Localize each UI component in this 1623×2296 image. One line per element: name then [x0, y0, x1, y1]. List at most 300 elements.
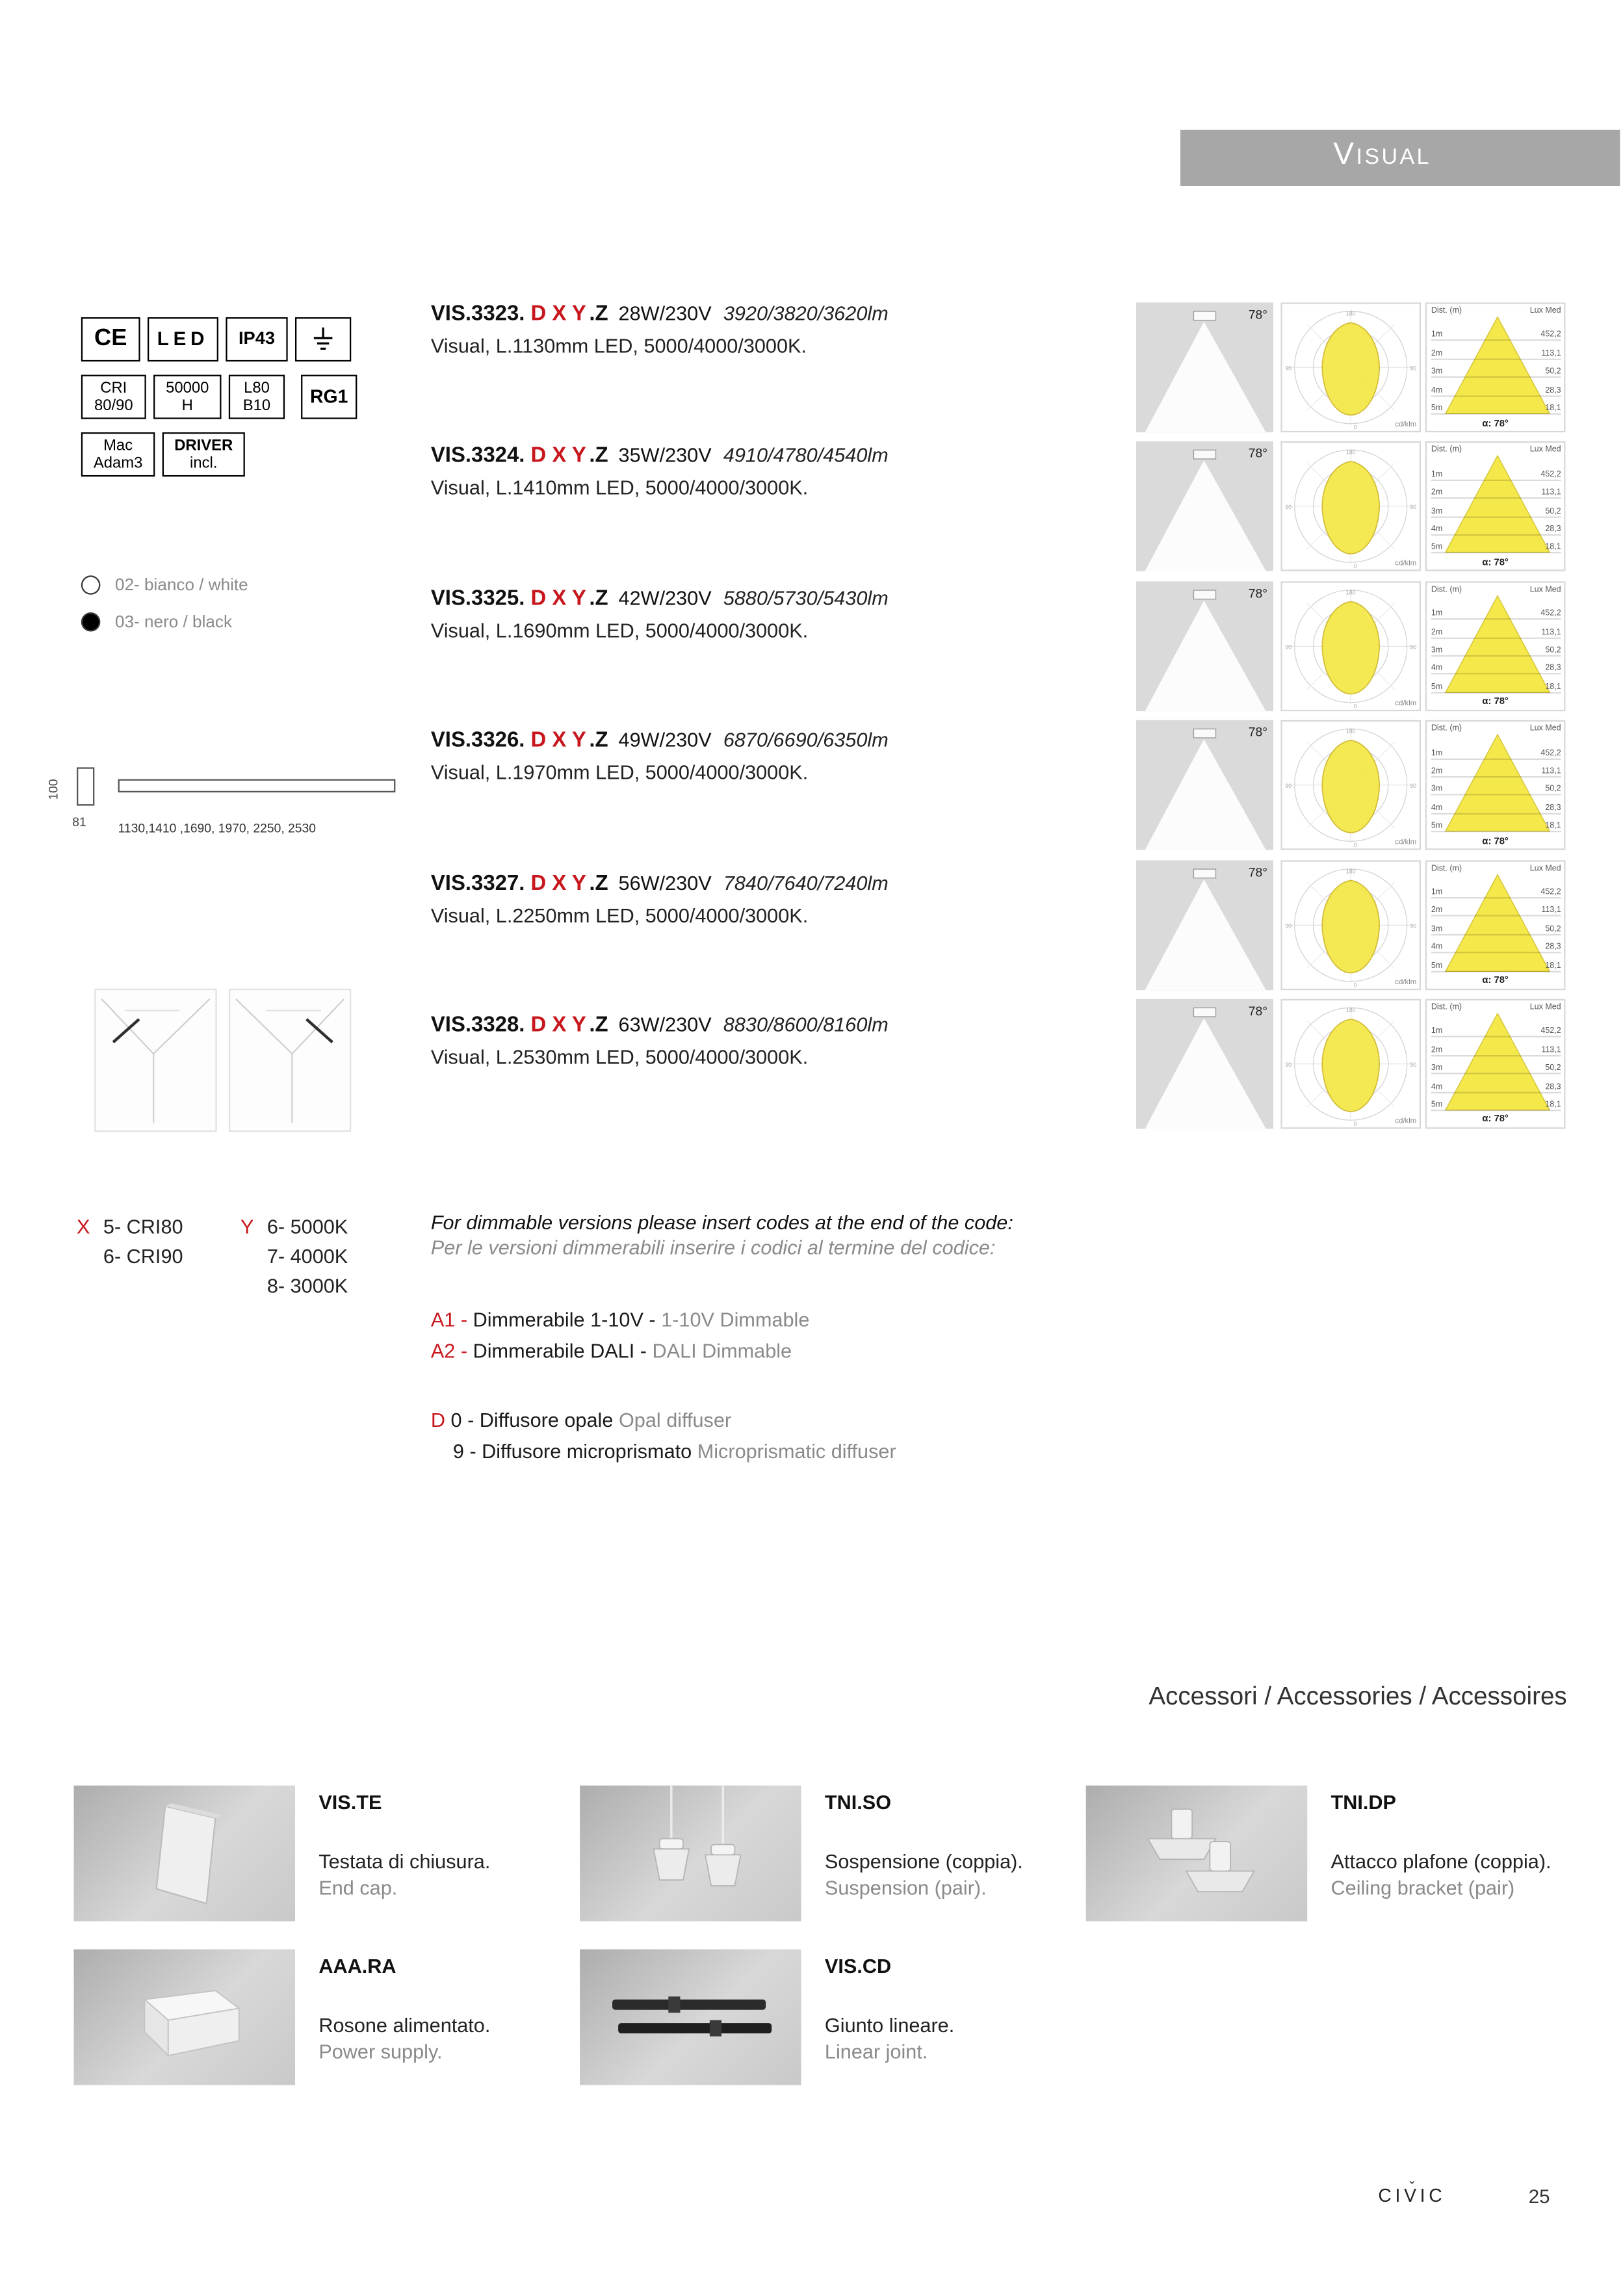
dimming-options: [431, 1305, 1154, 1366]
lux-row: [1431, 814, 1561, 832]
distance-label: 5m: [1431, 543, 1443, 553]
a2-code: A2 -: [430, 1340, 468, 1363]
lux-row: [1431, 620, 1561, 638]
a1-code: A1 -: [430, 1309, 468, 1331]
color-option-black: [81, 603, 248, 640]
distance-label: 1m: [1431, 749, 1443, 758]
lux-row: [1431, 1093, 1561, 1111]
distance-label: 2m: [1431, 628, 1443, 637]
diffuser-option-9: [431, 1436, 1154, 1467]
lux-column-header: Lux Med: [1529, 1003, 1561, 1013]
lux-value: 28,3: [1545, 943, 1561, 952]
product-lumen-output: 6870/6690/6350lm: [723, 729, 889, 751]
hours-bottom: H: [181, 397, 193, 415]
l80-badge: [229, 375, 285, 419]
polar-angle-label: 180: [1345, 310, 1356, 317]
alpha-angle-label: α: 78°: [1482, 418, 1509, 429]
distance-label: 2m: [1431, 906, 1443, 916]
lux-table-header: [1431, 725, 1561, 734]
accessory-image-tnidp: [1086, 1786, 1308, 1922]
distance-label: 3m: [1431, 506, 1443, 516]
product-title: [431, 729, 1124, 753]
product-lumen-output: 8830/8600/8160lm: [723, 1013, 889, 1036]
polar-curve-icon: [1282, 861, 1420, 988]
accessory-desc-en: Suspension (pair).: [824, 1877, 987, 1899]
unit-label: cd/klm: [1395, 1117, 1417, 1126]
badge-row-3: [81, 432, 357, 476]
product-description: Visual, L.1130mm LED, 5000/4000/3000K.: [430, 335, 807, 358]
ground-icon: [310, 323, 337, 356]
accessory-info: [825, 1786, 1083, 1922]
ground-symbol-badge: [295, 317, 351, 361]
distance-label: 3m: [1431, 924, 1443, 934]
lux-row: [1431, 517, 1561, 536]
lux-table: [1431, 741, 1561, 833]
lux-value: 452,2: [1540, 749, 1561, 758]
accessory-image-viste: [74, 1786, 296, 1922]
distance-label: 3m: [1431, 1063, 1443, 1073]
lux-row: [1431, 917, 1561, 935]
product-suffix: .Z: [589, 302, 608, 326]
diffuser-option-0: [431, 1405, 1154, 1436]
lux-value: 50,2: [1545, 785, 1561, 795]
l80-top: L80: [244, 379, 270, 397]
unit-label: cd/klm: [1395, 978, 1417, 987]
a1-en: 1-10V Dimmable: [661, 1309, 810, 1331]
polar-angle-label: 0: [1353, 842, 1357, 849]
beam-wedge-icon: [1136, 442, 1273, 572]
lux-value: 113,1: [1541, 628, 1561, 637]
accessory-info: [318, 1950, 577, 2085]
beam-angle-diagram: [1136, 442, 1273, 572]
y-code-item: 7- 4000K: [266, 1245, 348, 1268]
distance-label: 1m: [1431, 609, 1443, 619]
end-cap-photo-icon: [74, 1786, 296, 1922]
photometry-row: [1136, 302, 1567, 441]
product-entry: [431, 1013, 1124, 1156]
certification-badges: [81, 317, 357, 490]
alpha-angle-label: α: 78°: [1482, 1114, 1509, 1125]
lux-row: [1431, 1019, 1561, 1037]
diffuser-9-it: 9 - Diffusore microprismato: [452, 1440, 692, 1463]
accessory-desc-it: Rosone alimentato.: [318, 2014, 491, 2037]
x-code-items: [103, 1213, 183, 1272]
accessory-desc-it: Attacco plafone (coppia).: [1331, 1850, 1552, 1873]
product-variant-code: D X Y: [530, 1013, 586, 1037]
lux-row: [1431, 341, 1561, 359]
beam-wedge-icon: [1136, 859, 1273, 989]
product-suffix: .Z: [589, 1013, 608, 1037]
product-power: 42W/230V: [618, 586, 712, 610]
accessory-viste: [74, 1786, 580, 1922]
accessory-image-tniso: [580, 1786, 801, 1922]
led-badge: [148, 317, 218, 361]
code-legend-y: [240, 1213, 348, 1301]
product-lumen-output: 5880/5730/5430lm: [723, 586, 889, 610]
driver-badge: [162, 432, 245, 476]
polar-angle-label: 0: [1353, 1120, 1357, 1127]
distance-column-header: Dist. (m): [1431, 1003, 1462, 1013]
accessory-desc-en: End cap.: [318, 1877, 398, 1899]
lux-row: [1431, 935, 1561, 954]
accessories-grid: [74, 1786, 1597, 2113]
distance-label: 1m: [1431, 470, 1443, 480]
accessory-desc-en: Linear joint.: [824, 2041, 928, 2063]
distance-label: 5m: [1431, 822, 1443, 831]
lux-row: [1431, 796, 1561, 814]
product-title: [431, 1013, 1124, 1037]
lux-value: 18,1: [1545, 1101, 1561, 1110]
product-lumen-output: 7840/7640/7240lm: [723, 871, 889, 894]
lux-row: [1431, 954, 1561, 972]
product-description: Visual, L.1690mm LED, 5000/4000/3000K.: [430, 619, 809, 642]
polar-curve-icon: [1282, 443, 1420, 570]
accessory-code: VIS.TE: [318, 1791, 382, 1814]
dimming-note-it: Per le versioni dimmerabili inserire i codici al termine del codice:: [430, 1236, 996, 1259]
lux-table-header: [1431, 864, 1561, 873]
luminaire-length-bar: [118, 779, 396, 792]
product-code: VIS.3325.: [430, 586, 525, 611]
distance-label: 5m: [1431, 961, 1443, 971]
polar-curve-icon: [1282, 1000, 1420, 1127]
product-code: VIS.3328.: [430, 1013, 525, 1037]
product-variant-code: D X Y: [530, 586, 586, 611]
lux-row: [1431, 741, 1561, 759]
lux-row: [1431, 536, 1561, 554]
brand-name: CIVIC: [1378, 2185, 1446, 2206]
x-code-item: 6- CRI90: [103, 1245, 183, 1268]
polar-angle-label: 90: [1410, 922, 1417, 929]
lux-column-header: Lux Med: [1529, 446, 1561, 456]
distance-label: 5m: [1431, 404, 1443, 413]
product-code: VIS.3327.: [430, 871, 525, 895]
page-number: 25: [1528, 2185, 1550, 2208]
a1-it: Dimmerabile 1-10V -: [473, 1309, 656, 1331]
lux-column-header: Lux Med: [1529, 864, 1561, 873]
polar-angle-label: 0: [1353, 424, 1357, 431]
mac-top: Mac: [103, 436, 133, 455]
polar-angle-label: 180: [1345, 728, 1356, 735]
cone-diagram: [1425, 720, 1566, 850]
power-supply-photo-icon: [74, 1950, 296, 2085]
diffuser-0-en: Opal diffuser: [618, 1409, 732, 1431]
lux-row: [1431, 323, 1561, 341]
polar-angle-label: 90: [1410, 365, 1417, 372]
y-code-letter: Y: [240, 1216, 254, 1238]
beam-angle-label: 78°: [1248, 307, 1267, 322]
polar-curve-icon: [1282, 582, 1420, 709]
y-code-items: [267, 1213, 348, 1301]
lux-row: [1431, 1075, 1561, 1093]
accessories-title: Accessori / Accessories / Accessoires: [1149, 1682, 1567, 1710]
lux-row: [1431, 359, 1561, 378]
lux-table: [1431, 602, 1561, 694]
product-suffix: .Z: [589, 871, 608, 895]
product-power: 49W/230V: [618, 729, 712, 751]
cri-top: CRI: [100, 379, 127, 397]
lux-value: 50,2: [1545, 924, 1561, 934]
lux-table: [1431, 1019, 1561, 1111]
polar-diagram: [1280, 302, 1421, 432]
mac-bottom: Adam3: [93, 454, 143, 473]
lux-value: 28,3: [1545, 525, 1561, 534]
lux-column-header: Lux Med: [1529, 585, 1561, 595]
photometry-row: [1136, 581, 1567, 720]
ip-rating-badge: [226, 317, 287, 361]
unit-label: cd/klm: [1395, 838, 1417, 848]
distance-column-header: Dist. (m): [1431, 724, 1462, 734]
beam-angle-diagram: [1136, 720, 1273, 850]
cone-diagram: [1425, 859, 1566, 989]
photometry-row: [1136, 720, 1567, 859]
mounting-sketch-1: [94, 989, 216, 1132]
distance-label: 1m: [1431, 331, 1443, 340]
lux-table-header: [1431, 586, 1561, 595]
lux-value: 28,3: [1545, 1082, 1561, 1091]
product-lumen-output: 4910/4780/4540lm: [723, 445, 889, 467]
polar-diagram: [1280, 581, 1421, 711]
distance-label: 5m: [1431, 1101, 1443, 1110]
photometry-row: [1136, 999, 1567, 1138]
alpha-angle-label: α: 78°: [1482, 836, 1509, 847]
lux-row: [1431, 777, 1561, 796]
product-description: Visual, L.2250mm LED, 5000/4000/3000K.: [430, 904, 809, 926]
distance-label: 3m: [1431, 785, 1443, 795]
polar-angle-label: 0: [1353, 563, 1357, 570]
distance-column-header: Dist. (m): [1431, 585, 1462, 595]
white-color-swatch: [81, 575, 101, 595]
lux-value: 452,2: [1540, 331, 1561, 340]
lux-value: 50,2: [1545, 1063, 1561, 1073]
product-power: 63W/230V: [618, 1013, 712, 1036]
alpha-angle-label: α: 78°: [1482, 697, 1509, 707]
lux-value: 50,2: [1545, 646, 1561, 655]
lux-value: 18,1: [1545, 822, 1561, 831]
accessory-image-viscd: [580, 1950, 801, 2085]
ceiling-bracket-photo-icon: [1086, 1786, 1308, 1922]
lux-table: [1431, 323, 1561, 415]
lux-value: 452,2: [1540, 1027, 1561, 1037]
polar-angle-label: 90: [1285, 644, 1292, 651]
linear-joint-photo-icon: [580, 1950, 801, 2085]
polar-angle-label: 180: [1345, 449, 1356, 456]
lux-table-header: [1431, 1003, 1561, 1012]
suspension-photo-icon: [580, 1786, 801, 1922]
product-power: 56W/230V: [618, 871, 712, 894]
lux-row: [1431, 759, 1561, 777]
lux-row: [1431, 378, 1561, 397]
product-entry: [431, 872, 1124, 1014]
lux-row: [1431, 602, 1561, 620]
cri-badge: [81, 375, 146, 419]
beam-angle-diagram: [1136, 859, 1273, 989]
product-entry: [431, 445, 1124, 587]
brand-logo: [1365, 2175, 1459, 2206]
lifetime-badge: [153, 375, 221, 419]
lux-value: 18,1: [1545, 543, 1561, 553]
distance-label: 4m: [1431, 943, 1443, 952]
product-suffix: .Z: [589, 729, 608, 753]
diffuser-9-en: Microprismatic diffuser: [697, 1440, 896, 1463]
lux-row: [1431, 657, 1561, 675]
product-lumen-output: 3920/3820/3620lm: [723, 302, 889, 325]
polar-diagram: [1280, 720, 1421, 850]
distance-label: 2m: [1431, 767, 1443, 776]
lux-value: 18,1: [1545, 961, 1561, 971]
d-code-letter: D: [430, 1409, 445, 1431]
beam-angle-label: 78°: [1248, 864, 1267, 879]
mounting-drawing-icon: [230, 990, 350, 1130]
polar-angle-label: 90: [1285, 1062, 1292, 1069]
lux-value: 452,2: [1540, 470, 1561, 480]
product-suffix: .Z: [589, 586, 608, 611]
lux-row: [1431, 499, 1561, 517]
width-dimension: 81: [72, 815, 86, 829]
lux-column-header: Lux Med: [1529, 724, 1561, 734]
accessory-desc-it: Sospensione (coppia).: [824, 1850, 1023, 1873]
x-code-letter: X: [77, 1216, 90, 1238]
beam-angle-label: 78°: [1248, 585, 1267, 601]
accessory-code: VIS.CD: [824, 1955, 892, 1977]
dimming-section: [431, 1210, 1154, 1467]
unit-label: cd/klm: [1395, 420, 1417, 430]
product-entry: [431, 587, 1124, 729]
product-title: [431, 872, 1124, 895]
accessory-code: AAA.RA: [318, 1955, 396, 1977]
lux-row: [1431, 898, 1561, 917]
distance-label: 2m: [1431, 349, 1443, 359]
brand-mark-icon: ⌄: [1407, 2173, 1417, 2187]
black-color-swatch: [81, 612, 101, 632]
beam-angle-label: 78°: [1248, 1003, 1267, 1019]
lux-value: 113,1: [1541, 488, 1561, 498]
distance-label: 3m: [1431, 646, 1443, 655]
polar-angle-label: 90: [1285, 365, 1292, 372]
hours-top: 50000: [166, 379, 209, 397]
lux-value: 113,1: [1541, 349, 1561, 359]
lux-value: 452,2: [1540, 609, 1561, 619]
polar-angle-label: 0: [1353, 981, 1357, 988]
mounting-sketch-2: [229, 989, 351, 1132]
badge-row-1: [81, 317, 357, 361]
lux-value: 18,1: [1545, 404, 1561, 413]
lux-table-header: [1431, 307, 1561, 316]
product-suffix: .Z: [589, 445, 608, 469]
photometry-row: [1136, 859, 1567, 998]
x-code-item: 5- CRI80: [103, 1216, 183, 1238]
ce-mark-badge: [81, 317, 140, 361]
cone-diagram: [1425, 302, 1566, 432]
polar-angle-label: 90: [1410, 644, 1417, 651]
photometry-diagrams: [1136, 302, 1567, 1138]
white-color-label: 02- bianco / white: [115, 576, 248, 594]
product-variant-code: D X Y: [530, 445, 586, 469]
beam-wedge-icon: [1136, 999, 1273, 1129]
distance-label: 2m: [1431, 488, 1443, 498]
product-entry: [431, 729, 1124, 872]
beam-angle-label: 78°: [1248, 724, 1267, 740]
accessory-viscd: [580, 1950, 1086, 2085]
lux-table-header: [1431, 446, 1561, 455]
product-variant-code: D X Y: [530, 302, 586, 326]
distance-label: 4m: [1431, 803, 1443, 813]
page-title: Visual: [1333, 137, 1431, 172]
accessory-info: [825, 1950, 1083, 2085]
product-variant-code: D X Y: [530, 729, 586, 753]
y-code-item: 8- 3000K: [266, 1275, 348, 1298]
lux-table: [1431, 462, 1561, 554]
y-code-item: 6- 5000K: [266, 1216, 348, 1238]
accessory-info: [1331, 1786, 1589, 1922]
distance-label: 4m: [1431, 664, 1443, 673]
product-code: VIS.3324.: [430, 445, 525, 469]
black-color-label: 03- nero / black: [115, 613, 232, 631]
accessory-desc-en: Power supply.: [318, 2041, 443, 2063]
driver-top: DRIVER: [174, 436, 233, 455]
polar-diagram: [1280, 859, 1421, 989]
polar-angle-label: 0: [1353, 703, 1357, 710]
beam-wedge-icon: [1136, 720, 1273, 850]
dimming-note-en: For dimmable versions please insert codes at the end of the code:: [430, 1211, 1013, 1234]
lux-table: [1431, 880, 1561, 972]
ce-label: CE: [94, 326, 127, 351]
lux-value: 18,1: [1545, 683, 1561, 692]
cone-diagram: [1425, 581, 1566, 711]
a2-en: DALI Dimmable: [652, 1340, 792, 1363]
alpha-angle-label: α: 78°: [1482, 975, 1509, 986]
product-power: 35W/230V: [618, 445, 712, 467]
polar-angle-label: 90: [1410, 783, 1417, 790]
accessory-desc-it: Giunto lineare.: [824, 2014, 955, 2037]
lux-value: 113,1: [1541, 1045, 1561, 1055]
product-title: [431, 302, 1124, 326]
polar-angle-label: 90: [1410, 504, 1417, 511]
product-title: [431, 587, 1124, 610]
diffuser-0-it: 0 - Diffusore opale: [450, 1409, 614, 1431]
accessory-tnidp: [1086, 1786, 1592, 1922]
lux-row: [1431, 481, 1561, 499]
led-label: LED: [157, 326, 209, 349]
product-variant-code: D X Y: [530, 871, 586, 895]
accessory-desc-en: Ceiling bracket (pair): [1331, 1877, 1515, 1899]
lux-value: 113,1: [1541, 906, 1561, 916]
driver-bottom: incl.: [190, 454, 218, 473]
lux-row: [1431, 675, 1561, 693]
product-title: [431, 445, 1124, 468]
polar-angle-label: 180: [1345, 1006, 1356, 1013]
accessory-code: TNI.DP: [1331, 1791, 1397, 1814]
ip-label: IP43: [238, 328, 276, 348]
polar-diagram: [1280, 999, 1421, 1129]
code-legend-x: [77, 1213, 183, 1272]
unit-label: cd/klm: [1395, 699, 1417, 709]
lux-value: 452,2: [1540, 888, 1561, 898]
height-dimension: 100: [45, 779, 61, 800]
accessory-info: [318, 1786, 577, 1922]
lux-value: 50,2: [1545, 367, 1561, 377]
product-description: Visual, L.2530mm LED, 5000/4000/3000K.: [430, 1046, 809, 1069]
distance-label: 2m: [1431, 1045, 1443, 1055]
lux-column-header: Lux Med: [1529, 307, 1561, 316]
dimming-option-a2: [431, 1335, 1154, 1366]
polar-curve-icon: [1282, 722, 1420, 848]
lux-row: [1431, 1056, 1561, 1075]
beam-angle-diagram: [1136, 302, 1273, 432]
mounting-drawing-icon: [96, 990, 216, 1130]
product-power: 28W/230V: [618, 302, 712, 325]
lux-value: 50,2: [1545, 506, 1561, 516]
l80-bottom: B10: [242, 397, 271, 415]
